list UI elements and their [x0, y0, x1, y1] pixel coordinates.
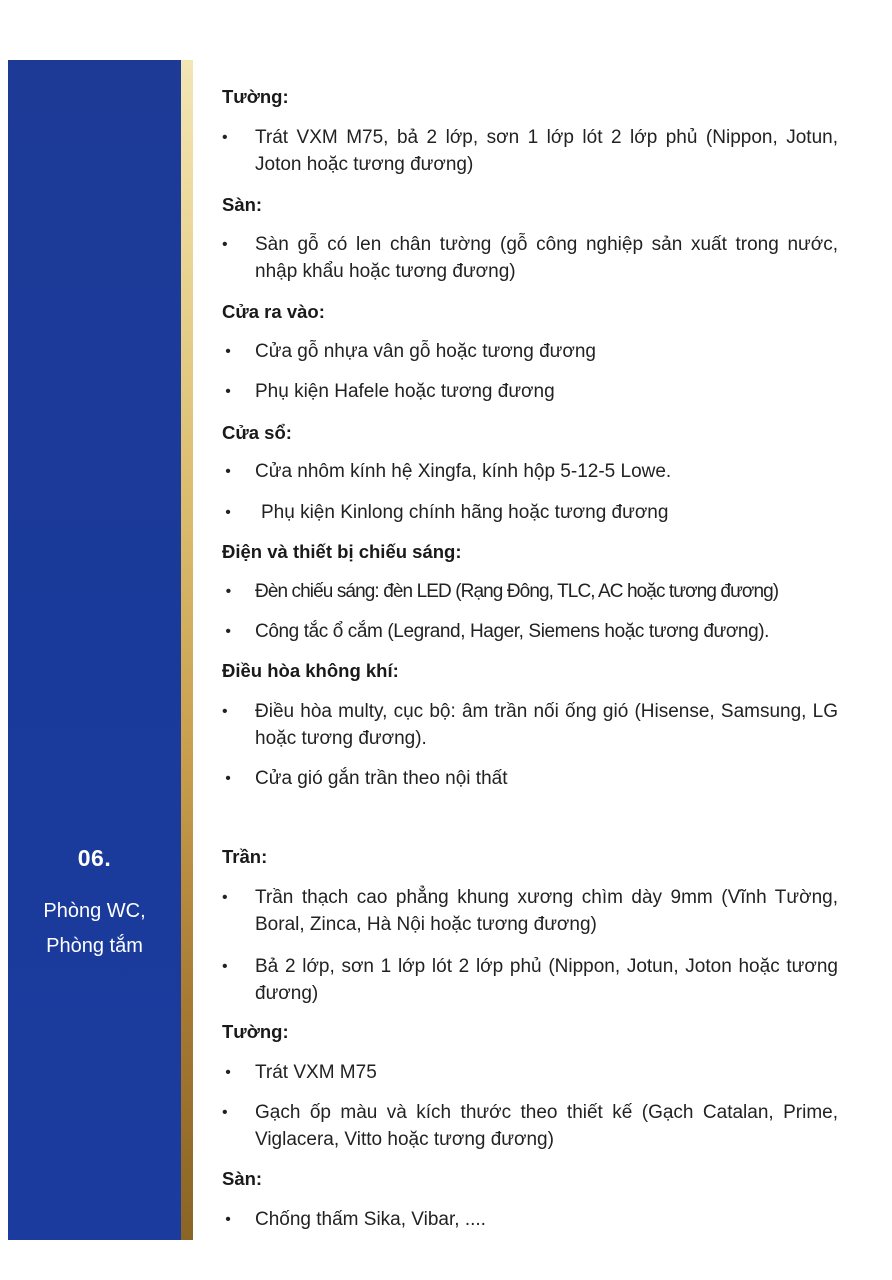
- heading-floor: Sàn:: [222, 194, 263, 215]
- list-item: [222, 231, 838, 285]
- list-item-text: Sàn gỗ có len chân tường (gỗ công nghiệp sản xuất trong nước, nhập khẩu hoặc tương đương): [255, 234, 838, 282]
- list-item: [222, 578, 838, 605]
- bullet-icon: •: [225, 583, 231, 600]
- bullet-icon: •: [222, 958, 228, 975]
- section-label: [8, 845, 181, 964]
- bullet-icon: •: [225, 1064, 231, 1081]
- list-item: [222, 378, 838, 405]
- heading-window: Cửa sổ:: [222, 422, 292, 443]
- section-title: [8, 894, 181, 964]
- list-item-text: Cửa gió gắn trần theo nội thất: [255, 768, 508, 789]
- sidebar-panel: [8, 60, 181, 1240]
- list-item-text: Cửa gỗ nhựa vân gỗ hoặc tương đương: [255, 341, 596, 362]
- list-item-text: Cửa nhôm kính hệ Xingfa, kính hộp 5-12-5 Lowe.: [255, 461, 672, 482]
- list-item-text: Trát VXM M75, bả 2 lớp, sơn 1 lớp lót 2 lớp phủ (Nippon, Jotun, Joton hoặc tương đương): [255, 127, 838, 175]
- list-item-text: Trần thạch cao phẳng khung xương chìm dày 9mm (Vĩnh Tường, Boral, Zinca, Hà Nội hoặc tương đương): [255, 887, 838, 935]
- bullet-icon: •: [222, 129, 228, 146]
- gold-divider: [181, 60, 193, 1240]
- list-item: [222, 618, 838, 645]
- heading-air-conditioning: Điều hòa không khí:: [222, 660, 399, 681]
- heading-electrical-lighting: Điện và thiết bị chiếu sáng:: [222, 541, 462, 562]
- list-item: [222, 124, 838, 178]
- heading-walls: Tường:: [222, 86, 289, 107]
- section-title-line-1: Phòng WC,: [43, 900, 146, 922]
- list-item: [222, 765, 838, 792]
- bullet-icon: •: [225, 623, 231, 640]
- bullet-icon: •: [225, 770, 231, 787]
- heading-entrance-door: Cửa ra vào:: [222, 301, 325, 322]
- list-item: [222, 1059, 838, 1086]
- bullet-icon: •: [222, 236, 228, 253]
- list-item-text: Phụ kiện Hafele hoặc tương đương: [255, 381, 555, 402]
- bullet-icon: •: [225, 343, 231, 360]
- section-title-line-2: Phòng tắm: [46, 935, 143, 957]
- bullet-icon: •: [225, 463, 231, 480]
- list-item-text: Chống thấm Sika, Vibar, ....: [255, 1209, 486, 1230]
- list-item: [222, 953, 838, 1007]
- heading-ceiling: Trần:: [222, 846, 268, 867]
- list-item-text: Điều hòa multy, cục bộ: âm trần nối ống gió (Hisense, Samsung, LG hoặc tương đương).: [255, 701, 838, 749]
- bullet-icon: •: [222, 1104, 228, 1121]
- list-item: [222, 698, 838, 752]
- list-item-text: Công tắc ổ cắm (Legrand, Hager, Siemens hoặc tương đương).: [255, 621, 770, 642]
- list-item-text: Trát VXM M75: [255, 1062, 377, 1083]
- list-item: [222, 458, 838, 485]
- bullet-icon: •: [225, 383, 231, 400]
- list-item-text: Gạch ốp màu và kích thước theo thiết kế (Gạch Catalan, Prime, Viglacera, Vitto hoặc tương đương): [255, 1102, 838, 1150]
- list-item: [222, 338, 838, 365]
- list-item-text: Phụ kiện Kinlong chính hãng hoặc tương đương: [261, 502, 669, 523]
- list-item: [222, 1099, 838, 1153]
- bullet-icon: •: [222, 703, 228, 720]
- list-item: [222, 884, 838, 938]
- list-item-text: Đèn chiếu sáng: đèn LED (Rạng Đông, TLC, AC hoặc tương đương): [255, 581, 779, 602]
- bullet-icon: •: [225, 1211, 231, 1228]
- bullet-icon: •: [225, 504, 231, 521]
- list-item: [222, 1206, 838, 1233]
- heading-walls-2: Tường:: [222, 1021, 289, 1042]
- list-item: [222, 499, 838, 526]
- section-number: 06.: [77, 845, 112, 871]
- list-item-text: Bả 2 lớp, sơn 1 lớp lót 2 lớp phủ (Nippon, Jotun, Joton hoặc tương đương): [255, 956, 838, 1004]
- heading-floor-2: Sàn:: [222, 1168, 263, 1189]
- bullet-icon: •: [222, 889, 228, 906]
